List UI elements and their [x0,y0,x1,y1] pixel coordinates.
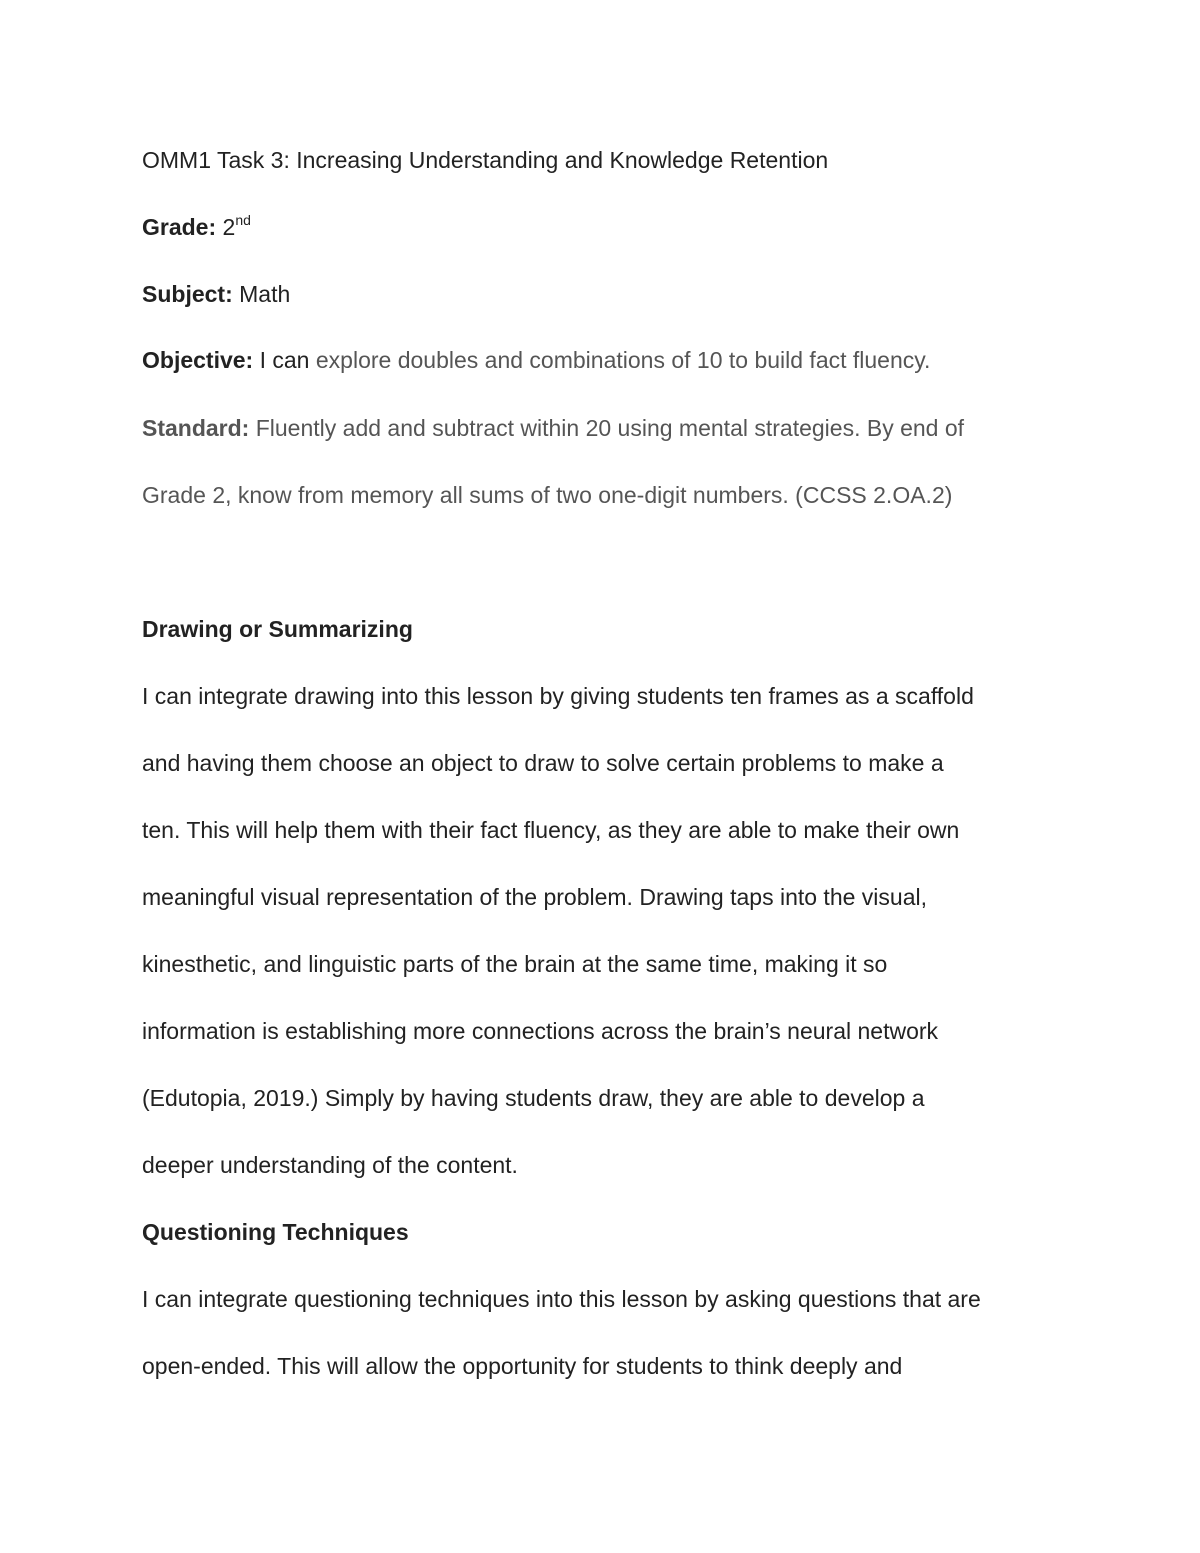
standard-line-1 [142,412,964,444]
paragraph-line: I can integrate questioning techniques into this lesson by asking questions that are [142,1286,981,1312]
paragraph-line: ten. This will help them with their fact fluency, as they are able to make their own [142,817,960,843]
paragraph-line: deeper understanding of the content. [142,1152,518,1178]
paragraph-line: open-ended. This will allow the opportunity for students to think deeply and [142,1353,903,1379]
paragraph-line: meaningful visual representation of the problem. Drawing taps into the visual, [142,884,927,910]
subject-label: Subject: [142,281,233,307]
grade-line [142,211,251,243]
objective-line [142,344,930,376]
objective-prefix: I can [259,347,310,373]
paragraph-line: information is establishing more connections across the brain’s neural network [142,1018,939,1044]
paragraph-line: (Edutopia, 2019.) Simply by having students draw, they are able to develop a [142,1085,925,1111]
objective-text: explore doubles and combinations of 10 to build fact fluency. [315,347,931,373]
document-title [142,144,828,176]
objective-label: Objective: [142,347,254,373]
paragraph-line: kinesthetic, and linguistic parts of the brain at the same time, making it so [142,951,888,977]
paragraph-line: I can integrate drawing into this lesson by giving students ten frames as a scaffold [142,683,974,709]
standard-text-1: Fluently add and subtract within 20 using mental strategies. By end of [255,415,965,441]
standard-label: Standard: [142,415,250,441]
paragraph-line: and having them choose an object to draw to solve certain problems to make a [142,750,944,776]
grade-label: Grade: [142,214,217,240]
grade-value: 2 [222,214,236,240]
standard-line-2: Grade 2, know from memory all sums of two one-digit numbers. (CCSS 2.OA.2) [142,482,953,508]
section-heading-drawing: Drawing or Summarizing [142,616,413,642]
document-title-text: OMM1 Task 3: Increasing Understanding and Knowledge Retention [142,147,829,173]
grade-suffix: nd [235,212,251,228]
subject-line [142,278,290,310]
section-heading-questioning: Questioning Techniques [142,1219,409,1245]
subject-value: Math [239,281,291,307]
